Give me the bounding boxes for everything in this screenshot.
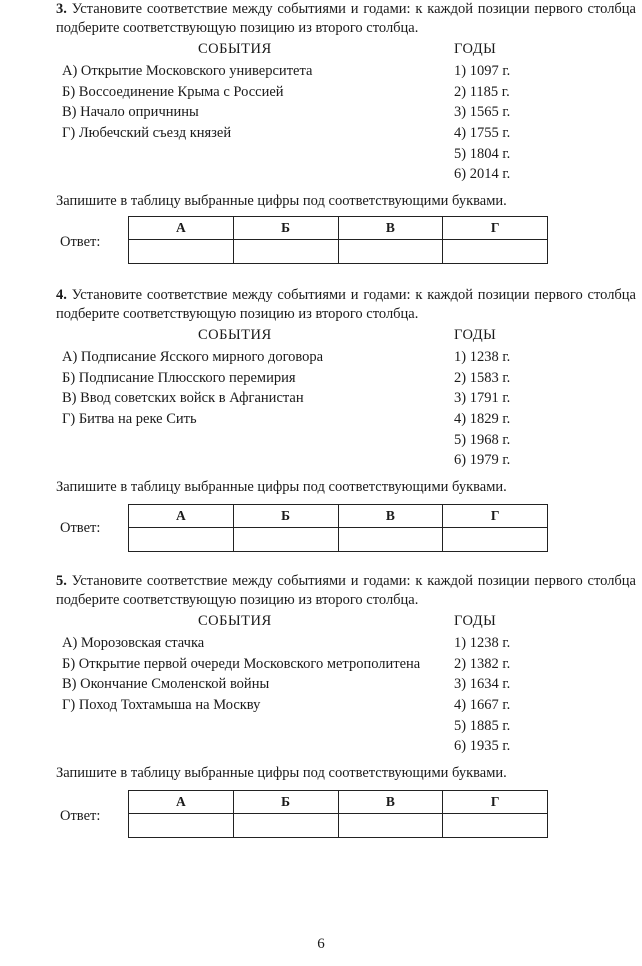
year-item: 5) 1885 г. [454, 717, 511, 734]
answer-cell-g[interactable] [443, 240, 548, 264]
answer-label: Ответ: [60, 520, 101, 536]
record-instruction: Запишите в таблицу выбранные цифры под соответствующими буквами. [56, 193, 507, 209]
answer-cell-v[interactable] [338, 240, 443, 264]
year-item: 6) 1979 г. [454, 452, 511, 469]
years-heading: ГОДЫ [454, 327, 497, 343]
year-item: 5) 1968 г. [454, 431, 511, 448]
answer-cell-b[interactable] [233, 240, 338, 264]
record-instruction: Запишите в таблицу выбранные цифры под соответствующими буквами. [56, 765, 507, 781]
year-item: 1) 1238 г. [454, 349, 511, 365]
event-item: А) Морозовская стачка [62, 635, 205, 651]
answer-cell-b[interactable] [233, 528, 338, 552]
answer-cell-a[interactable] [129, 814, 234, 838]
answer-header-cell: В [338, 791, 443, 814]
task-instruction [56, 572, 636, 610]
year-item: 3) 1634 г. [454, 676, 511, 693]
years-heading: ГОДЫ [454, 613, 497, 629]
task-instruction [56, 0, 636, 38]
events-list [62, 633, 420, 716]
answer-cell-a[interactable] [129, 240, 234, 264]
events-heading: СОБЫТИЯ [198, 613, 272, 629]
answer-input-row [129, 528, 548, 552]
instruction-text: Установите соответствие между событиями и годами: к каждой позиции первого столбца подберите соответствующую позицию из второго столбца. [56, 573, 636, 608]
years-list [454, 61, 510, 185]
year-item: 4) 1829 г. [454, 411, 511, 428]
event-item: Б) Воссоединение Крыма с Россией [62, 83, 284, 100]
answer-header-row [129, 505, 548, 528]
answer-table [128, 504, 548, 552]
year-item: 4) 1667 г. [454, 697, 511, 714]
answer-label: Ответ: [60, 234, 101, 250]
answer-header-cell: Г [443, 505, 548, 528]
answer-header-cell: Г [443, 217, 548, 240]
answer-table [128, 216, 548, 264]
event-item: В) Ввод советских войск в Афганистан [62, 390, 304, 407]
event-item: Г) Поход Тохтамыша на Москву [62, 697, 261, 714]
years-list [454, 633, 510, 757]
year-item: 2) 1382 г. [454, 655, 511, 672]
record-instruction: Запишите в таблицу выбранные цифры под соответствующими буквами. [56, 479, 507, 495]
event-item: В) Начало опричнины [62, 104, 199, 121]
event-item: А) Подписание Ясского мирного договора [62, 349, 324, 365]
answer-cell-b[interactable] [233, 814, 338, 838]
year-item: 1) 1097 г. [454, 63, 511, 79]
task-number: 3. [56, 1, 67, 17]
year-item: 5) 1804 г. [454, 145, 511, 162]
year-item: 3) 1565 г. [454, 104, 511, 121]
answer-header-cell: А [129, 791, 234, 814]
year-item: 3) 1791 г. [454, 390, 511, 407]
event-item: Б) Подписание Плюсского перемирия [62, 369, 296, 386]
year-item: 4) 1755 г. [454, 125, 511, 142]
column-headings [56, 613, 636, 633]
task-number: 5. [56, 573, 67, 589]
answer-cell-g[interactable] [443, 528, 548, 552]
answer-header-cell: В [338, 217, 443, 240]
instruction-text: Установите соответствие между событиями и годами: к каждой позиции первого столбца подберите соответствующую позицию из второго столбца. [56, 287, 636, 322]
event-item: Б) Открытие первой очереди Московского метрополитена [62, 655, 421, 672]
task-5 [56, 572, 636, 824]
answer-cell-v[interactable] [338, 528, 443, 552]
task-instruction [56, 286, 636, 324]
event-item: Г) Любечский съезд князей [62, 125, 232, 142]
year-item: 6) 2014 г. [454, 166, 511, 183]
answer-header-cell: Б [233, 791, 338, 814]
answer-header-cell: Г [443, 791, 548, 814]
page-number: 6 [317, 936, 325, 952]
answer-input-row [129, 814, 548, 838]
answer-header-row [129, 217, 548, 240]
event-item: В) Окончание Смоленской войны [62, 676, 270, 693]
task-4 [56, 286, 636, 536]
events-heading: СОБЫТИЯ [198, 41, 272, 57]
instruction-text: Установите соответствие между событиями и годами: к каждой позиции первого столбца подберите соответствующую позицию из второго столбца. [56, 1, 636, 36]
answer-header-row [129, 791, 548, 814]
year-item: 6) 1935 г. [454, 738, 511, 755]
answer-input-row [129, 240, 548, 264]
answer-table [128, 790, 548, 838]
event-item: А) Открытие Московского университета [62, 63, 313, 79]
events-heading: СОБЫТИЯ [198, 327, 272, 343]
answer-cell-g[interactable] [443, 814, 548, 838]
answer-label: Ответ: [60, 808, 101, 824]
answer-cell-a[interactable] [129, 528, 234, 552]
event-item: Г) Битва на реке Сить [62, 411, 197, 428]
answer-header-cell: А [129, 505, 234, 528]
year-item: 2) 1185 г. [454, 83, 510, 100]
events-list [62, 61, 312, 144]
events-list [62, 347, 323, 430]
answer-cell-v[interactable] [338, 814, 443, 838]
years-heading: ГОДЫ [454, 41, 497, 57]
answer-header-cell: А [129, 217, 234, 240]
years-list [454, 347, 510, 471]
year-item: 2) 1583 г. [454, 369, 511, 386]
column-headings [56, 327, 636, 347]
answer-header-cell: Б [233, 217, 338, 240]
task-3 [56, 0, 636, 250]
column-headings [56, 41, 636, 61]
task-number: 4. [56, 287, 67, 303]
answer-header-cell: В [338, 505, 443, 528]
answer-header-cell: Б [233, 505, 338, 528]
year-item: 1) 1238 г. [454, 635, 511, 651]
